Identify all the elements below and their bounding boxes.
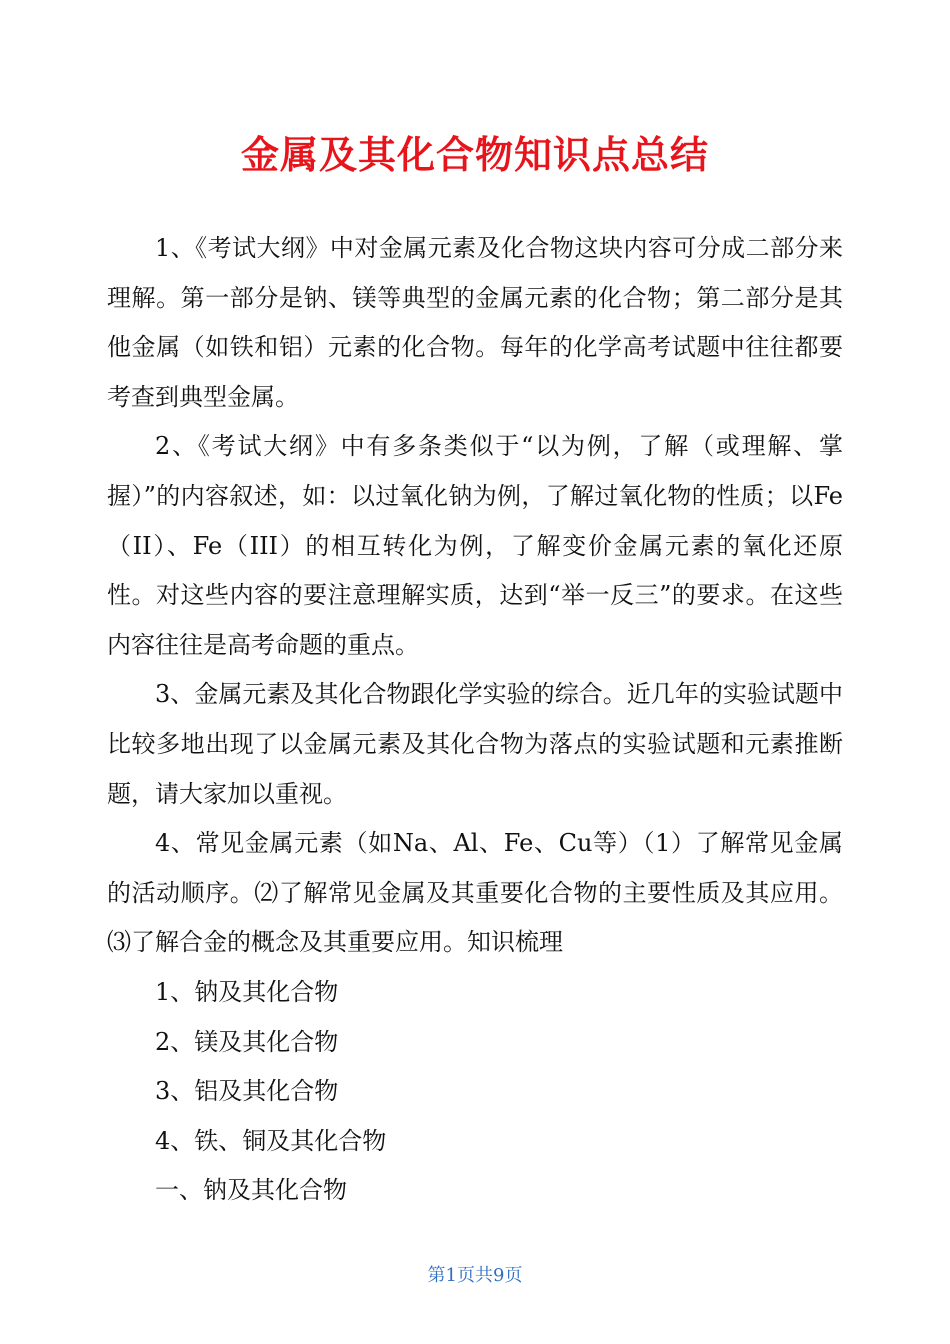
paragraph-3: 3、金属元素及其化合物跟化学实验的综合。近几年的实验试题中比较多地出现了以金属元素及其化合物为落点的实验试题和元素推断题，请大家加以重视。 [107, 680, 843, 808]
list-item: 1、钠及其化合物 [155, 977, 339, 1006]
section-heading: 一、钠及其化合物 [155, 1176, 347, 1205]
document-title: 金属及其化合物知识点总结 [240, 133, 709, 178]
paragraph-2: 2、《考试大纲》中有多条类似于“以为例，了解（或理解、掌握）”的内容叙述，如：以过氧化钠为例，了解过氧化物的性质；以Fe（II）、Fe（III）的相互转化为例，了解变价金属元素的氧化还原性。对这些内容的要注意理解实质，达到“举一反三”的要求。在这些内容往往是高考命题的重点。 [107, 432, 843, 659]
list-item: 4、铁、铜及其化合物 [155, 1126, 387, 1155]
paragraph-4: 4、常见金属元素（如Na、Al、Fe、Cu等）（1）了解常见金属的活动顺序。⑵了解常见金属及其重要化合物的主要性质及其应用。⑶了解合金的概念及其重要应用。知识梳理 [107, 829, 843, 957]
paragraph-1: 1、《考试大纲》中对金属元素及化合物这块内容可分成二部分来理解。第一部分是钠、镁等典型的金属元素的化合物；第二部分是其他金属（如铁和铝）元素的化合物。每年的化学高考试题中往往都要考查到典型金属。 [107, 234, 843, 411]
list-item: 2、镁及其化合物 [155, 1027, 339, 1056]
list-item: 3、铝及其化合物 [155, 1077, 339, 1106]
page-number-footer: 第1页共9页 [427, 1265, 523, 1286]
document-body [107, 224, 843, 1216]
